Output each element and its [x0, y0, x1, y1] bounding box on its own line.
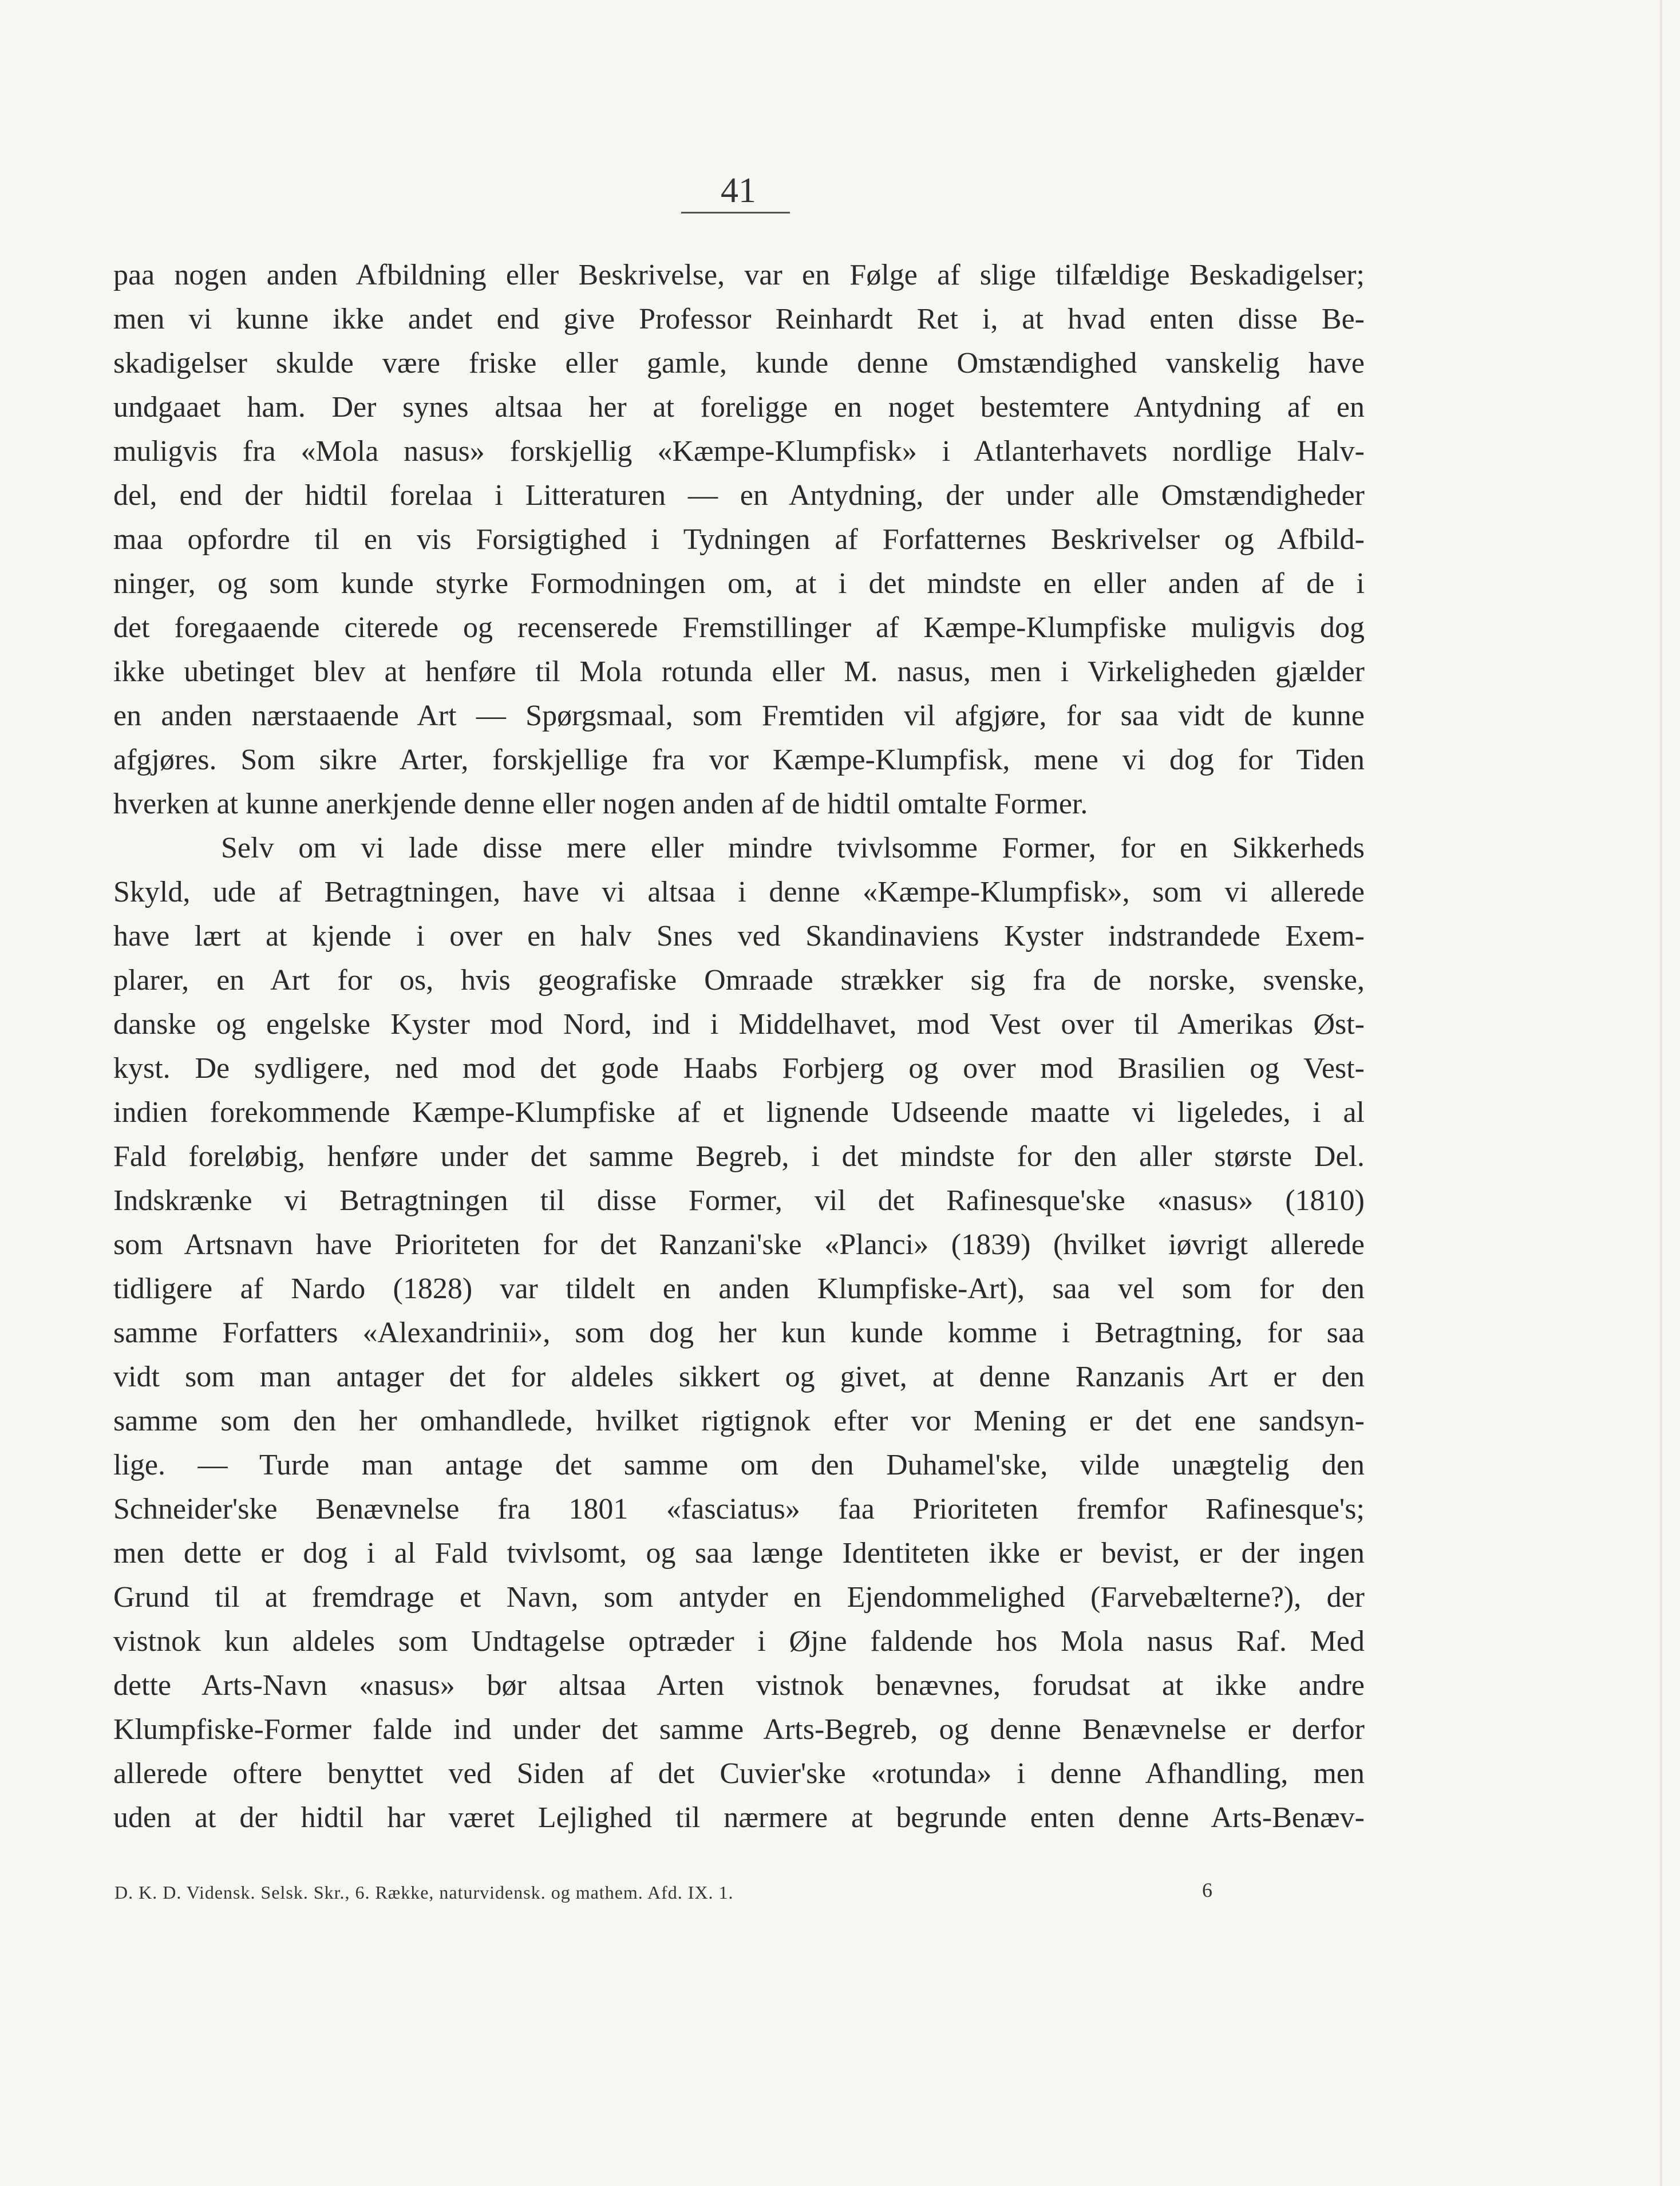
signature-mark: 6	[1202, 1879, 1212, 1902]
text-line: maa opfordre til en vis Forsigtighed i Tydningen af Forfatternes Beskrivelser og Afbild-	[113, 523, 1365, 556]
text-line: plarer, en Art for os, hvis geografiske Omraade strækker sig fra de norske, svenske,	[113, 964, 1365, 997]
text-line: skadigelser skulde være friske eller gamle, kunde denne Omstændighed vanskelig have	[113, 347, 1365, 380]
text-line: samme som den her omhandlede, hvilket rigtignok efter vor Mening er det ene sandsyn-	[113, 1405, 1365, 1437]
text-line: Klumpfiske-Former falde ind under det samme Arts-Begreb, og denne Benævnelse er derfor	[113, 1713, 1365, 1746]
text-line: have lært at kjende i over en halv Snes ved Skandinaviens Kyster indstrandede Exem-	[113, 920, 1365, 952]
text-line: Fald foreløbig, henføre under det samme Begreb, i det mindste for den aller største Del.	[113, 1140, 1365, 1173]
scan-edge	[1660, 0, 1662, 2186]
text-line: hverken at kunne anerkjende denne eller nogen anden af de hidtil omtalte Former.	[113, 788, 1088, 820]
text-line: ikke ubetinget blev at henføre til Mola rotunda eller M. nasus, men i Virkeligheden gjælder	[113, 655, 1365, 688]
text-line: samme Forfatters «Alexandrinii», som dog her kun kunde komme i Betragtning, for saa	[113, 1317, 1365, 1349]
text-line: men vi kunne ikke andet end give Professor Reinhardt Ret i, at hvad enten disse Be-	[113, 303, 1365, 335]
text-line: det foregaaende citerede og recenserede Fremstillinger af Kæmpe-Klumpfiske muligvis dog	[113, 611, 1365, 644]
footer-citation: D. K. D. Vidensk. Selsk. Skr., 6. Række, naturvidensk. og mathem. Afd. IX. 1.	[114, 1882, 734, 1903]
body-text	[113, 253, 1365, 1840]
text-line: vistnok kun aldeles som Undtagelse optræder i Øjne faldende hos Mola nasus Raf. Med	[113, 1625, 1365, 1658]
text-line: indien forekommende Kæmpe-Klumpfiske af et lignende Udseende maatte vi ligeledes, i al	[113, 1096, 1365, 1129]
text-line: undgaaet ham. Der synes altsaa her at foreligge en noget bestemtere Antydning af en	[113, 391, 1365, 424]
page-number: 41	[721, 171, 756, 210]
text-line: vidt som man antager det for aldeles sikkert og givet, at denne Ranzanis Art er den	[113, 1361, 1365, 1393]
text-line: ninger, og som kunde styrke Formodningen om, at i det mindste en eller anden af de i	[113, 567, 1365, 600]
text-line: Grund til at fremdrage et Navn, som antyder en Ejendommelighed (Farvebælterne?), der	[113, 1581, 1365, 1614]
text-line: Schneider'ske Benævnelse fra 1801 «fasciatus» faa Prioriteten fremfor Rafinesque's;	[113, 1493, 1365, 1525]
text-line: del, end der hidtil forelaa i Litteraturen — en Antydning, der under alle Omstændigheder	[113, 479, 1365, 512]
text-line: paa nogen anden Afbildning eller Beskrivelse, var en Følge af slige tilfældige Beskadigelser;	[113, 259, 1365, 291]
text-line: dette Arts-Navn «nasus» bør altsaa Arten vistnok benævnes, forudsat at ikke andre	[113, 1669, 1365, 1702]
text-line: tidligere af Nardo (1828) var tildelt en anden Klumpfiske-Art), saa vel som for den	[113, 1272, 1365, 1305]
text-line: kyst. De sydligere, ned mod det gode Haabs Forbjerg og over mod Brasilien og Vest-	[113, 1052, 1365, 1085]
text-line: muligvis fra «Mola nasus» forskjellig «Kæmpe-Klumpfisk» i Atlanterhavets nordlige Halv-	[113, 435, 1365, 468]
text-line: en anden nærstaaende Art — Spørgsmaal, som Fremtiden vil afgjøre, for saa vidt de kunne	[113, 699, 1365, 732]
text-line: uden at der hidtil har været Lejlighed til nærmere at begrunde enten denne Arts-Benæv-	[113, 1801, 1365, 1834]
text-line: allerede oftere benyttet ved Siden af det Cuvier'ske «rotunda» i denne Afhandling, men	[113, 1757, 1365, 1790]
text-line: Indskrænke vi Betragtningen til disse Former, vil det Rafinesque'ske «nasus» (1810)	[113, 1184, 1365, 1217]
text-line: danske og engelske Kyster mod Nord, ind i Middelhavet, mod Vest over til Amerikas Øst-	[113, 1008, 1365, 1041]
text-line: Skyld, ude af Betragtningen, have vi altsaa i denne «Kæmpe-Klumpfisk», som vi allerede	[113, 876, 1365, 908]
text-line: men dette er dog i al Fald tvivlsomt, og saa længe Identiteten ikke er bevist, er der ingen	[113, 1537, 1365, 1570]
text-line: lige. — Turde man antage det samme om den Duhamel'ske, vilde unægtelig den	[113, 1449, 1365, 1481]
text-line: som Artsnavn have Prioriteten for det Ranzani'ske «Planci» (1839) (hvilket iøvrigt allerede	[113, 1228, 1365, 1261]
text-line: afgjøres. Som sikre Arter, forskjellige fra vor Kæmpe-Klumpfisk, mene vi dog for Tiden	[113, 744, 1365, 776]
page-number-underline	[681, 212, 790, 214]
text-line: Selv om vi lade disse mere eller mindre tvivlsomme Former, for en Sikkerheds	[221, 832, 1365, 864]
